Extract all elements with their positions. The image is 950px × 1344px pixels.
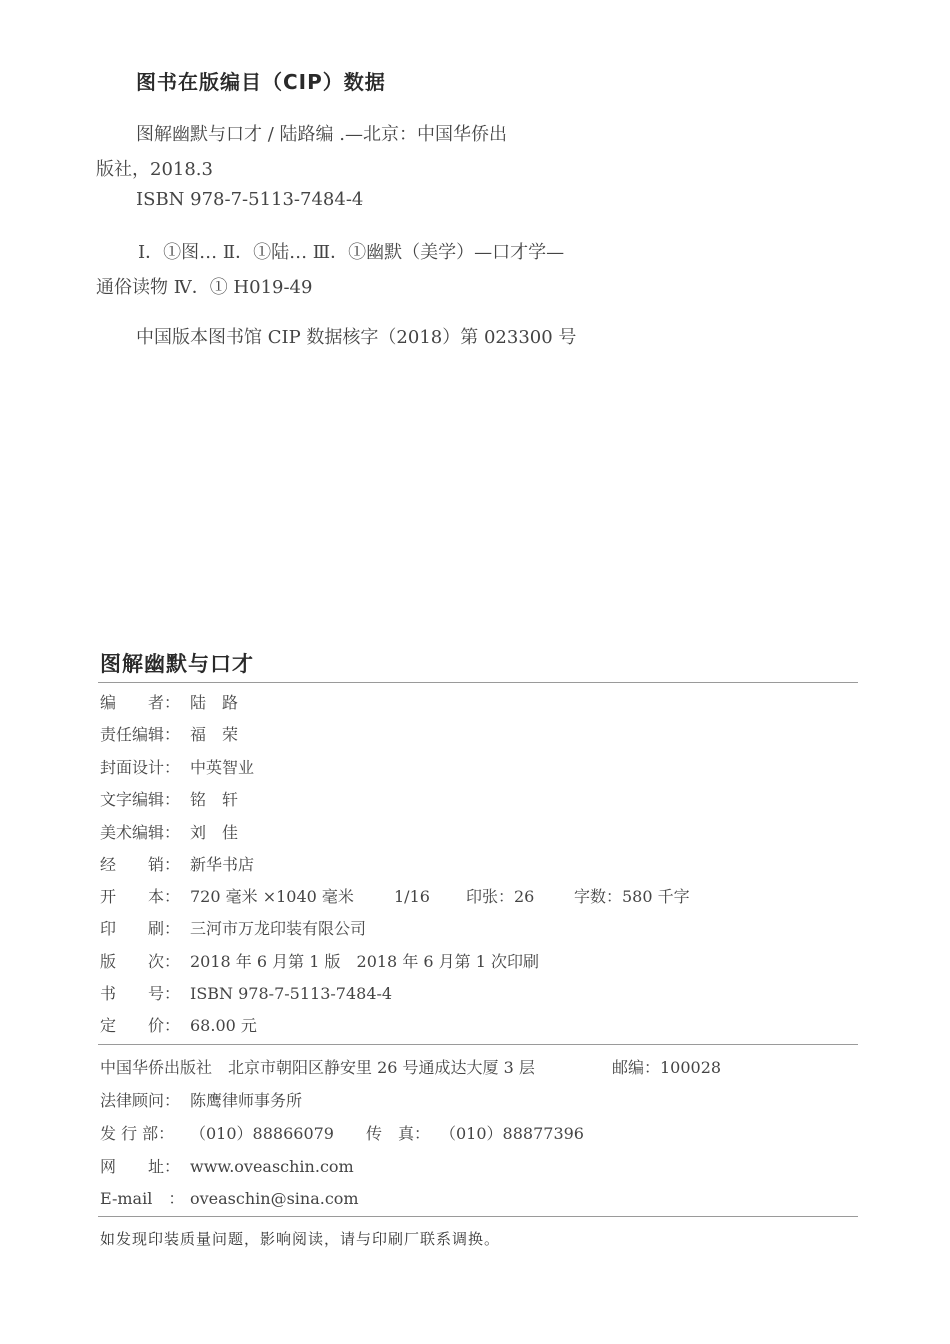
row-value: 中英智业 bbox=[190, 758, 255, 777]
cip-line-classification: Ⅰ．①图… Ⅱ．①陆… Ⅲ．①幽默（美学）—口才学— bbox=[138, 242, 565, 263]
cip-line-approval-number: 中国版本图书馆 CIP 数据核字（2018）第 023300 号 bbox=[136, 327, 577, 348]
row-label: 印 刷： bbox=[100, 919, 181, 938]
info-row-author bbox=[100, 692, 238, 714]
row-label: 封面设计： bbox=[100, 758, 181, 777]
info-row-isbn bbox=[100, 983, 392, 1005]
row-value: 三河市万龙印装有限公司 bbox=[190, 919, 367, 938]
row-value: 新华书店 bbox=[190, 855, 255, 874]
publisher-name-address: 中国华侨出版社 北京市朝阳区静安里 26 号通成达大厦 3 层 bbox=[100, 1058, 535, 1077]
cip-line-title: 图解幽默与口才 / 陆路编 .—北京：中国华侨出 bbox=[136, 124, 507, 145]
row-label: 责任编辑： bbox=[100, 725, 181, 744]
row-label: 文字编辑： bbox=[100, 790, 181, 809]
email-address: oveaschin@sina.com bbox=[190, 1189, 359, 1208]
sales-phone: （010）88866079 bbox=[190, 1124, 334, 1143]
row-label: 法律顾问： bbox=[100, 1091, 181, 1110]
row-label: 定 价： bbox=[100, 1016, 181, 1035]
row-label: 经 销： bbox=[100, 855, 181, 874]
fax-label: 传 真： bbox=[366, 1124, 431, 1143]
book-title: 图解幽默与口才 bbox=[100, 652, 254, 676]
publisher-row-legal bbox=[100, 1090, 302, 1112]
info-row-price bbox=[100, 1015, 257, 1037]
publisher-row-website bbox=[100, 1156, 354, 1178]
row-label: 发 行 部： bbox=[100, 1124, 175, 1143]
publisher-divider bbox=[98, 1044, 858, 1045]
row-value: 2018 年 6 月第 1 版 2018 年 6 月第 1 次印刷 bbox=[190, 952, 540, 971]
row-value: 陈鹰律师事务所 bbox=[190, 1091, 303, 1110]
row-value: 福 荣 bbox=[190, 725, 239, 744]
cip-line-category: 通俗读物 Ⅳ．① H019-49 bbox=[96, 277, 313, 298]
info-row-cover-design bbox=[100, 757, 254, 779]
title-divider bbox=[98, 682, 858, 683]
quality-notice: 如发现印装质量问题，影响阅读，请与印刷厂联系调换。 bbox=[100, 1230, 501, 1248]
fax-number: （010）88877396 bbox=[440, 1124, 584, 1143]
info-row-format bbox=[100, 886, 800, 908]
info-row-printer bbox=[100, 918, 366, 940]
cip-heading: 图书在版编目（CIP）数据 bbox=[136, 70, 386, 94]
row-label: 版 次： bbox=[100, 952, 181, 971]
notice-divider bbox=[98, 1216, 858, 1217]
row-value: ISBN 978-7-5113-7484-4 bbox=[190, 984, 393, 1003]
row-label: 美术编辑： bbox=[100, 823, 181, 842]
format-fold: 1/16 bbox=[394, 887, 430, 906]
row-value: 陆 路 bbox=[190, 693, 239, 712]
info-row-edition bbox=[100, 951, 539, 973]
info-row-distributor bbox=[100, 854, 254, 876]
format-size: 720 毫米 ×1040 毫米 bbox=[190, 887, 354, 906]
cip-line-isbn: ISBN 978-7-5113-7484-4 bbox=[136, 189, 364, 210]
website-url: www.oveaschin.com bbox=[190, 1157, 354, 1176]
row-label: 网 址： bbox=[100, 1157, 181, 1176]
info-row-editor bbox=[100, 724, 238, 746]
publisher-row-email bbox=[100, 1188, 359, 1210]
publisher-row-phone bbox=[100, 1123, 700, 1145]
info-row-art-editor bbox=[100, 822, 238, 844]
publisher-postcode: 邮编：100028 bbox=[612, 1058, 722, 1077]
info-row-text-editor bbox=[100, 789, 238, 811]
row-label: 书 号： bbox=[100, 984, 181, 1003]
row-label: E-mail ： bbox=[100, 1189, 185, 1208]
format-sheets: 印张：26 bbox=[466, 887, 535, 906]
row-value: 铭 轩 bbox=[190, 790, 239, 809]
cip-line-publisher: 版社，2018.3 bbox=[96, 159, 213, 180]
row-value: 刘 佳 bbox=[190, 823, 239, 842]
publisher-row-address bbox=[100, 1057, 800, 1079]
row-value: 68.00 元 bbox=[190, 1016, 257, 1035]
row-label: 编 者： bbox=[100, 693, 181, 712]
row-label: 开 本： bbox=[100, 887, 181, 906]
format-word-count: 字数：580 千字 bbox=[574, 887, 690, 906]
